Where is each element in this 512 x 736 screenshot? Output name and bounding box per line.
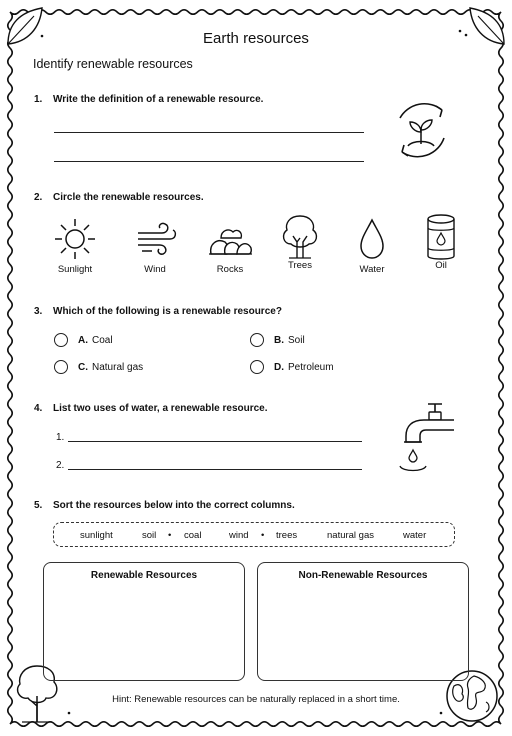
resource-wind[interactable] — [120, 216, 190, 275]
page-subtitle: Identify renewable resources — [33, 57, 193, 71]
resource-label: Sunlight — [57, 264, 93, 275]
question-number: 5. — [34, 500, 43, 511]
resource-trees[interactable] — [265, 212, 335, 271]
resource-oil[interactable] — [406, 212, 476, 271]
radio-button[interactable] — [250, 360, 264, 374]
question-text: Sort the resources below into the correct columns. — [53, 500, 295, 511]
column-title: Renewable Resources — [90, 570, 198, 581]
radio-button[interactable] — [54, 360, 68, 374]
option-text: Coal — [92, 334, 113, 346]
word-bank-item[interactable]: wind — [229, 530, 249, 541]
sparkle-icon — [434, 706, 448, 720]
non-renewable-column[interactable] — [257, 562, 469, 681]
question-text: List two uses of water, a renewable resource. — [53, 403, 268, 414]
word-bank-item[interactable]: water — [403, 530, 427, 541]
answer-line[interactable] — [54, 161, 364, 162]
bullet-separator: • — [261, 530, 265, 541]
resource-water[interactable] — [337, 216, 407, 275]
option-text: Petroleum — [288, 361, 334, 373]
resource-label: Water — [359, 264, 385, 275]
answer-line[interactable] — [68, 469, 362, 470]
word-bank-item[interactable]: soil — [142, 530, 157, 541]
oil-barrel-icon — [418, 212, 464, 262]
page-title: Earth resources — [203, 30, 309, 47]
question-number: 2. — [34, 192, 43, 203]
option-b[interactable] — [250, 333, 305, 347]
question-text: Circle the renewable resources. — [53, 192, 204, 203]
question-text: Which of the following is a renewable resource? — [53, 306, 282, 317]
resource-label: Wind — [144, 264, 166, 275]
radio-button[interactable] — [250, 333, 264, 347]
word-bank-item[interactable]: trees — [276, 530, 298, 541]
question-number: 4. — [34, 403, 43, 414]
question-5 — [34, 500, 295, 511]
resource-label: Oil — [435, 260, 447, 271]
word-bank — [53, 522, 455, 547]
sun-icon — [52, 216, 98, 262]
column-title: Non-Renewable Resources — [298, 570, 428, 581]
word-bank-item[interactable]: sunlight — [80, 530, 113, 541]
option-text: Soil — [288, 334, 305, 346]
radio-button[interactable] — [54, 333, 68, 347]
question-1 — [34, 94, 263, 105]
option-letter: B. — [274, 334, 284, 346]
answer-line[interactable] — [54, 132, 364, 133]
question-4 — [34, 403, 268, 414]
rocks-icon — [207, 216, 253, 262]
tree-icon — [277, 212, 323, 262]
question-text: Write the definition of a renewable resource. — [53, 94, 264, 105]
option-a[interactable] — [54, 333, 113, 347]
question-2 — [34, 192, 204, 203]
option-d[interactable] — [250, 360, 334, 374]
renewable-column[interactable] — [43, 562, 245, 681]
resource-label: Rocks — [216, 264, 244, 275]
option-letter: C. — [78, 361, 88, 373]
renewable-cycle-icon — [386, 96, 456, 166]
question-number: 1. — [34, 94, 43, 105]
list-number: 2. — [56, 460, 65, 471]
water-drop-icon — [349, 216, 395, 262]
option-letter: A. — [78, 334, 88, 346]
answer-line[interactable] — [68, 441, 362, 442]
resource-label: Trees — [288, 260, 312, 271]
resource-sunlight[interactable] — [40, 216, 110, 275]
word-bank-item[interactable]: coal — [184, 530, 202, 541]
wind-icon — [132, 216, 178, 262]
option-text: Natural gas — [92, 361, 144, 373]
sparkle-icon — [62, 706, 76, 720]
question-number: 3. — [34, 306, 43, 317]
hint-text: Hint: Renewable resources can be naturally replaced in a short time. — [112, 694, 400, 705]
question-3 — [34, 306, 282, 317]
bullet-separator: • — [168, 530, 172, 541]
resource-rocks[interactable] — [195, 216, 265, 275]
list-number: 1. — [56, 432, 65, 443]
word-bank-item[interactable]: natural gas — [327, 530, 375, 541]
option-letter: D. — [274, 361, 284, 373]
option-c[interactable] — [54, 360, 143, 374]
water-tap-icon — [394, 400, 456, 476]
